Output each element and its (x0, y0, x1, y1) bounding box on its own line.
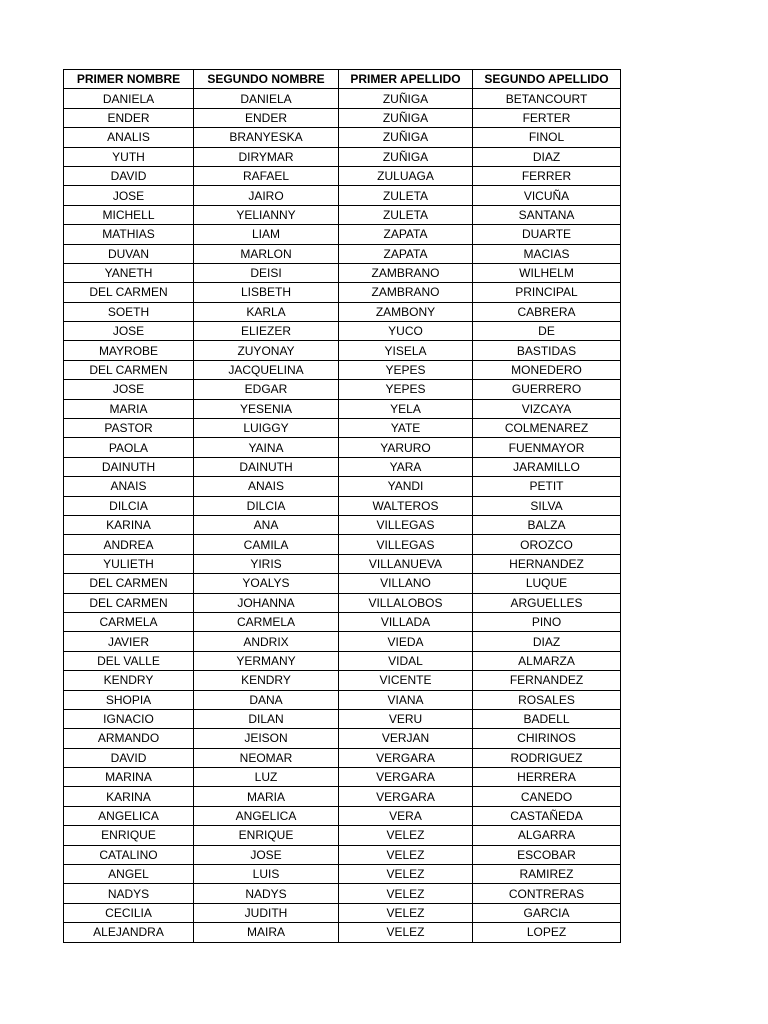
cell-segundo-apellido: CABRERA (473, 302, 621, 321)
cell-segundo-apellido: FERTER (473, 108, 621, 127)
cell-segundo-nombre: NEOMAR (194, 748, 339, 767)
cell-primer-nombre: YULIETH (64, 554, 194, 573)
cell-segundo-nombre: JUDITH (194, 903, 339, 922)
table-row (64, 225, 621, 244)
table-row (64, 768, 621, 787)
cell-primer-apellido: ZUÑIGA (339, 89, 473, 108)
cell-primer-apellido: YANDI (339, 477, 473, 496)
cell-segundo-nombre: YIRIS (194, 554, 339, 573)
cell-segundo-nombre: DILCIA (194, 496, 339, 515)
cell-primer-nombre: MAYROBE (64, 341, 194, 360)
cell-primer-apellido: VERU (339, 709, 473, 728)
cell-primer-apellido: VELEZ (339, 845, 473, 864)
table-row (64, 632, 621, 651)
cell-primer-apellido: YISELA (339, 341, 473, 360)
cell-segundo-apellido: ALGARRA (473, 826, 621, 845)
cell-segundo-apellido: FERRER (473, 166, 621, 185)
cell-segundo-nombre: CARMELA (194, 612, 339, 631)
cell-primer-apellido: VILLEGAS (339, 515, 473, 534)
cell-segundo-apellido: DIAZ (473, 147, 621, 166)
cell-primer-apellido: WALTEROS (339, 496, 473, 515)
cell-primer-apellido: ZULUAGA (339, 166, 473, 185)
cell-segundo-nombre: CAMILA (194, 535, 339, 554)
cell-segundo-apellido: WILHELM (473, 263, 621, 282)
cell-segundo-nombre: YERMANY (194, 651, 339, 670)
table-row (64, 186, 621, 205)
cell-segundo-apellido: JARAMILLO (473, 457, 621, 476)
cell-segundo-nombre: ANA (194, 515, 339, 534)
cell-segundo-nombre: JOSE (194, 845, 339, 864)
table-row (64, 128, 621, 147)
table-row (64, 341, 621, 360)
table-body (64, 89, 621, 942)
cell-primer-nombre: ENDER (64, 108, 194, 127)
cell-segundo-apellido: PRINCIPAL (473, 283, 621, 302)
cell-primer-apellido: ZAMBONY (339, 302, 473, 321)
cell-primer-nombre: CARMELA (64, 612, 194, 631)
table-row (64, 826, 621, 845)
cell-segundo-nombre: JAIRO (194, 186, 339, 205)
header-row (64, 70, 621, 89)
cell-primer-nombre: DEL VALLE (64, 651, 194, 670)
cell-segundo-apellido: CASTAÑEDA (473, 806, 621, 825)
cell-segundo-apellido: GUERRERO (473, 380, 621, 399)
cell-segundo-nombre: ENDER (194, 108, 339, 127)
table-row (64, 477, 621, 496)
table-row (64, 651, 621, 670)
cell-primer-apellido: ZUÑIGA (339, 147, 473, 166)
cell-segundo-nombre: EDGAR (194, 380, 339, 399)
cell-primer-nombre: KENDRY (64, 671, 194, 690)
cell-primer-nombre: ARMANDO (64, 729, 194, 748)
cell-segundo-nombre: LISBETH (194, 283, 339, 302)
cell-segundo-apellido: ALMARZA (473, 651, 621, 670)
cell-segundo-apellido: VICUÑA (473, 186, 621, 205)
cell-segundo-nombre: ENRIQUE (194, 826, 339, 845)
cell-segundo-nombre: JACQUELINA (194, 360, 339, 379)
table-row (64, 671, 621, 690)
table-row (64, 845, 621, 864)
table-row (64, 806, 621, 825)
cell-primer-apellido: VERJAN (339, 729, 473, 748)
cell-primer-nombre: SOETH (64, 302, 194, 321)
table-row (64, 903, 621, 922)
cell-primer-nombre: KARINA (64, 515, 194, 534)
cell-segundo-nombre: JEISON (194, 729, 339, 748)
cell-primer-nombre: DUVAN (64, 244, 194, 263)
cell-primer-nombre: CATALINO (64, 845, 194, 864)
table-row (64, 399, 621, 418)
cell-segundo-nombre: DAINUTH (194, 457, 339, 476)
cell-primer-apellido: YELA (339, 399, 473, 418)
cell-segundo-apellido: CANEDO (473, 787, 621, 806)
cell-primer-apellido: VIANA (339, 690, 473, 709)
cell-segundo-nombre: YAINA (194, 438, 339, 457)
table-row (64, 419, 621, 438)
cell-segundo-apellido: FUENMAYOR (473, 438, 621, 457)
table-row (64, 690, 621, 709)
cell-primer-nombre: CECILIA (64, 903, 194, 922)
cell-segundo-apellido: HERNANDEZ (473, 554, 621, 573)
header-segundo-apellido: SEGUNDO APELLIDO (473, 70, 621, 89)
cell-segundo-apellido: FINOL (473, 128, 621, 147)
cell-primer-apellido: YEPES (339, 360, 473, 379)
cell-primer-nombre: ALEJANDRA (64, 923, 194, 942)
table-row (64, 593, 621, 612)
cell-segundo-apellido: RODRIGUEZ (473, 748, 621, 767)
cell-primer-apellido: VILLADA (339, 612, 473, 631)
cell-primer-nombre: DEL CARMEN (64, 574, 194, 593)
cell-primer-nombre: DILCIA (64, 496, 194, 515)
cell-segundo-apellido: OROZCO (473, 535, 621, 554)
cell-primer-apellido: ZAMBRANO (339, 283, 473, 302)
cell-primer-nombre: DEL CARMEN (64, 283, 194, 302)
cell-primer-apellido: YEPES (339, 380, 473, 399)
cell-primer-nombre: JOSE (64, 322, 194, 341)
cell-primer-nombre: JOSE (64, 380, 194, 399)
cell-segundo-apellido: RAMIREZ (473, 865, 621, 884)
cell-primer-nombre: JAVIER (64, 632, 194, 651)
cell-segundo-nombre: ANGELICA (194, 806, 339, 825)
cell-segundo-nombre: KARLA (194, 302, 339, 321)
cell-primer-nombre: DAVID (64, 748, 194, 767)
table-row (64, 244, 621, 263)
table-row (64, 89, 621, 108)
cell-segundo-apellido: ESCOBAR (473, 845, 621, 864)
cell-primer-apellido: VILLEGAS (339, 535, 473, 554)
cell-segundo-apellido: BALZA (473, 515, 621, 534)
table-row (64, 302, 621, 321)
cell-segundo-nombre: JOHANNA (194, 593, 339, 612)
cell-primer-nombre: DANIELA (64, 89, 194, 108)
table-row (64, 147, 621, 166)
cell-segundo-nombre: DANIELA (194, 89, 339, 108)
cell-segundo-nombre: DILAN (194, 709, 339, 728)
cell-segundo-apellido: DE (473, 322, 621, 341)
cell-primer-apellido: YATE (339, 419, 473, 438)
table-row (64, 380, 621, 399)
cell-primer-apellido: VERGARA (339, 768, 473, 787)
table-row (64, 787, 621, 806)
cell-primer-apellido: VELEZ (339, 884, 473, 903)
cell-segundo-nombre: ZUYONAY (194, 341, 339, 360)
table-row (64, 360, 621, 379)
cell-primer-nombre: ANALIS (64, 128, 194, 147)
cell-primer-apellido: VICENTE (339, 671, 473, 690)
cell-segundo-nombre: LUIGGY (194, 419, 339, 438)
cell-segundo-nombre: LUZ (194, 768, 339, 787)
cell-primer-apellido: VIEDA (339, 632, 473, 651)
cell-primer-nombre: DEL CARMEN (64, 360, 194, 379)
cell-primer-nombre: DAVID (64, 166, 194, 185)
cell-primer-apellido: YARURO (339, 438, 473, 457)
cell-primer-apellido: ZAPATA (339, 225, 473, 244)
cell-segundo-apellido: HERRERA (473, 768, 621, 787)
cell-segundo-nombre: YELIANNY (194, 205, 339, 224)
cell-segundo-apellido: COLMENAREZ (473, 419, 621, 438)
cell-primer-nombre: ANDREA (64, 535, 194, 554)
cell-primer-nombre: DAINUTH (64, 457, 194, 476)
cell-primer-apellido: ZULETA (339, 205, 473, 224)
cell-segundo-apellido: FERNANDEZ (473, 671, 621, 690)
cell-segundo-apellido: CONTRERAS (473, 884, 621, 903)
cell-primer-nombre: MICHELL (64, 205, 194, 224)
table-row (64, 574, 621, 593)
cell-primer-apellido: VILLANUEVA (339, 554, 473, 573)
cell-primer-apellido: VILLALOBOS (339, 593, 473, 612)
cell-primer-apellido: VERA (339, 806, 473, 825)
cell-primer-nombre: DEL CARMEN (64, 593, 194, 612)
cell-primer-apellido: VERGARA (339, 748, 473, 767)
table-row (64, 515, 621, 534)
table-row (64, 729, 621, 748)
cell-segundo-apellido: DIAZ (473, 632, 621, 651)
cell-primer-nombre: ENRIQUE (64, 826, 194, 845)
cell-segundo-apellido: SILVA (473, 496, 621, 515)
cell-segundo-apellido: BADELL (473, 709, 621, 728)
cell-segundo-apellido: PETIT (473, 477, 621, 496)
cell-segundo-nombre: NADYS (194, 884, 339, 903)
names-table (63, 69, 621, 943)
cell-segundo-nombre: BRANYESKA (194, 128, 339, 147)
cell-primer-nombre: IGNACIO (64, 709, 194, 728)
cell-segundo-apellido: DUARTE (473, 225, 621, 244)
table-row (64, 263, 621, 282)
cell-primer-apellido: VELEZ (339, 865, 473, 884)
cell-segundo-apellido: VIZCAYA (473, 399, 621, 418)
cell-segundo-nombre: YESENIA (194, 399, 339, 418)
table-row (64, 205, 621, 224)
cell-segundo-nombre: KENDRY (194, 671, 339, 690)
cell-segundo-apellido: LUQUE (473, 574, 621, 593)
cell-primer-nombre: PASTOR (64, 419, 194, 438)
table-row (64, 322, 621, 341)
cell-segundo-apellido: ROSALES (473, 690, 621, 709)
table-row (64, 709, 621, 728)
table-row (64, 865, 621, 884)
table-row (64, 438, 621, 457)
cell-segundo-nombre: ANAIS (194, 477, 339, 496)
cell-segundo-nombre: RAFAEL (194, 166, 339, 185)
cell-primer-apellido: YARA (339, 457, 473, 476)
cell-primer-nombre: MARIA (64, 399, 194, 418)
cell-segundo-nombre: DANA (194, 690, 339, 709)
cell-primer-apellido: VELEZ (339, 923, 473, 942)
header-segundo-nombre: SEGUNDO NOMBRE (194, 70, 339, 89)
cell-primer-apellido: VERGARA (339, 787, 473, 806)
cell-primer-nombre: MATHIAS (64, 225, 194, 244)
table-row (64, 923, 621, 942)
header-primer-apellido: PRIMER APELLIDO (339, 70, 473, 89)
cell-segundo-nombre: MAIRA (194, 923, 339, 942)
cell-segundo-apellido: GARCIA (473, 903, 621, 922)
cell-segundo-apellido: BASTIDAS (473, 341, 621, 360)
cell-segundo-nombre: LUIS (194, 865, 339, 884)
cell-primer-apellido: VELEZ (339, 903, 473, 922)
cell-segundo-nombre: ANDRIX (194, 632, 339, 651)
cell-segundo-nombre: MARIA (194, 787, 339, 806)
cell-primer-nombre: PAOLA (64, 438, 194, 457)
table-row (64, 554, 621, 573)
cell-primer-nombre: ANGELICA (64, 806, 194, 825)
cell-primer-nombre: ANAIS (64, 477, 194, 496)
table-row (64, 283, 621, 302)
header-primer-nombre: PRIMER NOMBRE (64, 70, 194, 89)
cell-primer-nombre: NADYS (64, 884, 194, 903)
cell-segundo-nombre: MARLON (194, 244, 339, 263)
table-row (64, 457, 621, 476)
cell-primer-nombre: KARINA (64, 787, 194, 806)
cell-primer-nombre: MARINA (64, 768, 194, 787)
cell-segundo-apellido: SANTANA (473, 205, 621, 224)
cell-primer-nombre: SHOPIA (64, 690, 194, 709)
cell-primer-nombre: JOSE (64, 186, 194, 205)
cell-segundo-nombre: DEISI (194, 263, 339, 282)
table-row (64, 108, 621, 127)
cell-segundo-nombre: DIRYMAR (194, 147, 339, 166)
table-row (64, 496, 621, 515)
cell-segundo-nombre: LIAM (194, 225, 339, 244)
cell-primer-apellido: ZAMBRANO (339, 263, 473, 282)
cell-segundo-apellido: PINO (473, 612, 621, 631)
table-row (64, 884, 621, 903)
cell-segundo-apellido: MONEDERO (473, 360, 621, 379)
cell-segundo-apellido: BETANCOURT (473, 89, 621, 108)
cell-segundo-apellido: CHIRINOS (473, 729, 621, 748)
table-row (64, 166, 621, 185)
cell-segundo-apellido: MACIAS (473, 244, 621, 263)
cell-primer-apellido: VELEZ (339, 826, 473, 845)
cell-primer-apellido: ZUÑIGA (339, 128, 473, 147)
cell-primer-apellido: ZUÑIGA (339, 108, 473, 127)
cell-primer-apellido: ZULETA (339, 186, 473, 205)
cell-primer-nombre: YUTH (64, 147, 194, 166)
table-row (64, 748, 621, 767)
cell-primer-apellido: ZAPATA (339, 244, 473, 263)
table-row (64, 612, 621, 631)
table-row (64, 535, 621, 554)
cell-segundo-apellido: LOPEZ (473, 923, 621, 942)
cell-primer-nombre: ANGEL (64, 865, 194, 884)
cell-primer-nombre: YANETH (64, 263, 194, 282)
cell-segundo-nombre: YOALYS (194, 574, 339, 593)
cell-primer-apellido: VILLANO (339, 574, 473, 593)
cell-segundo-nombre: ELIEZER (194, 322, 339, 341)
cell-primer-apellido: YUCO (339, 322, 473, 341)
cell-segundo-apellido: ARGUELLES (473, 593, 621, 612)
cell-primer-apellido: VIDAL (339, 651, 473, 670)
